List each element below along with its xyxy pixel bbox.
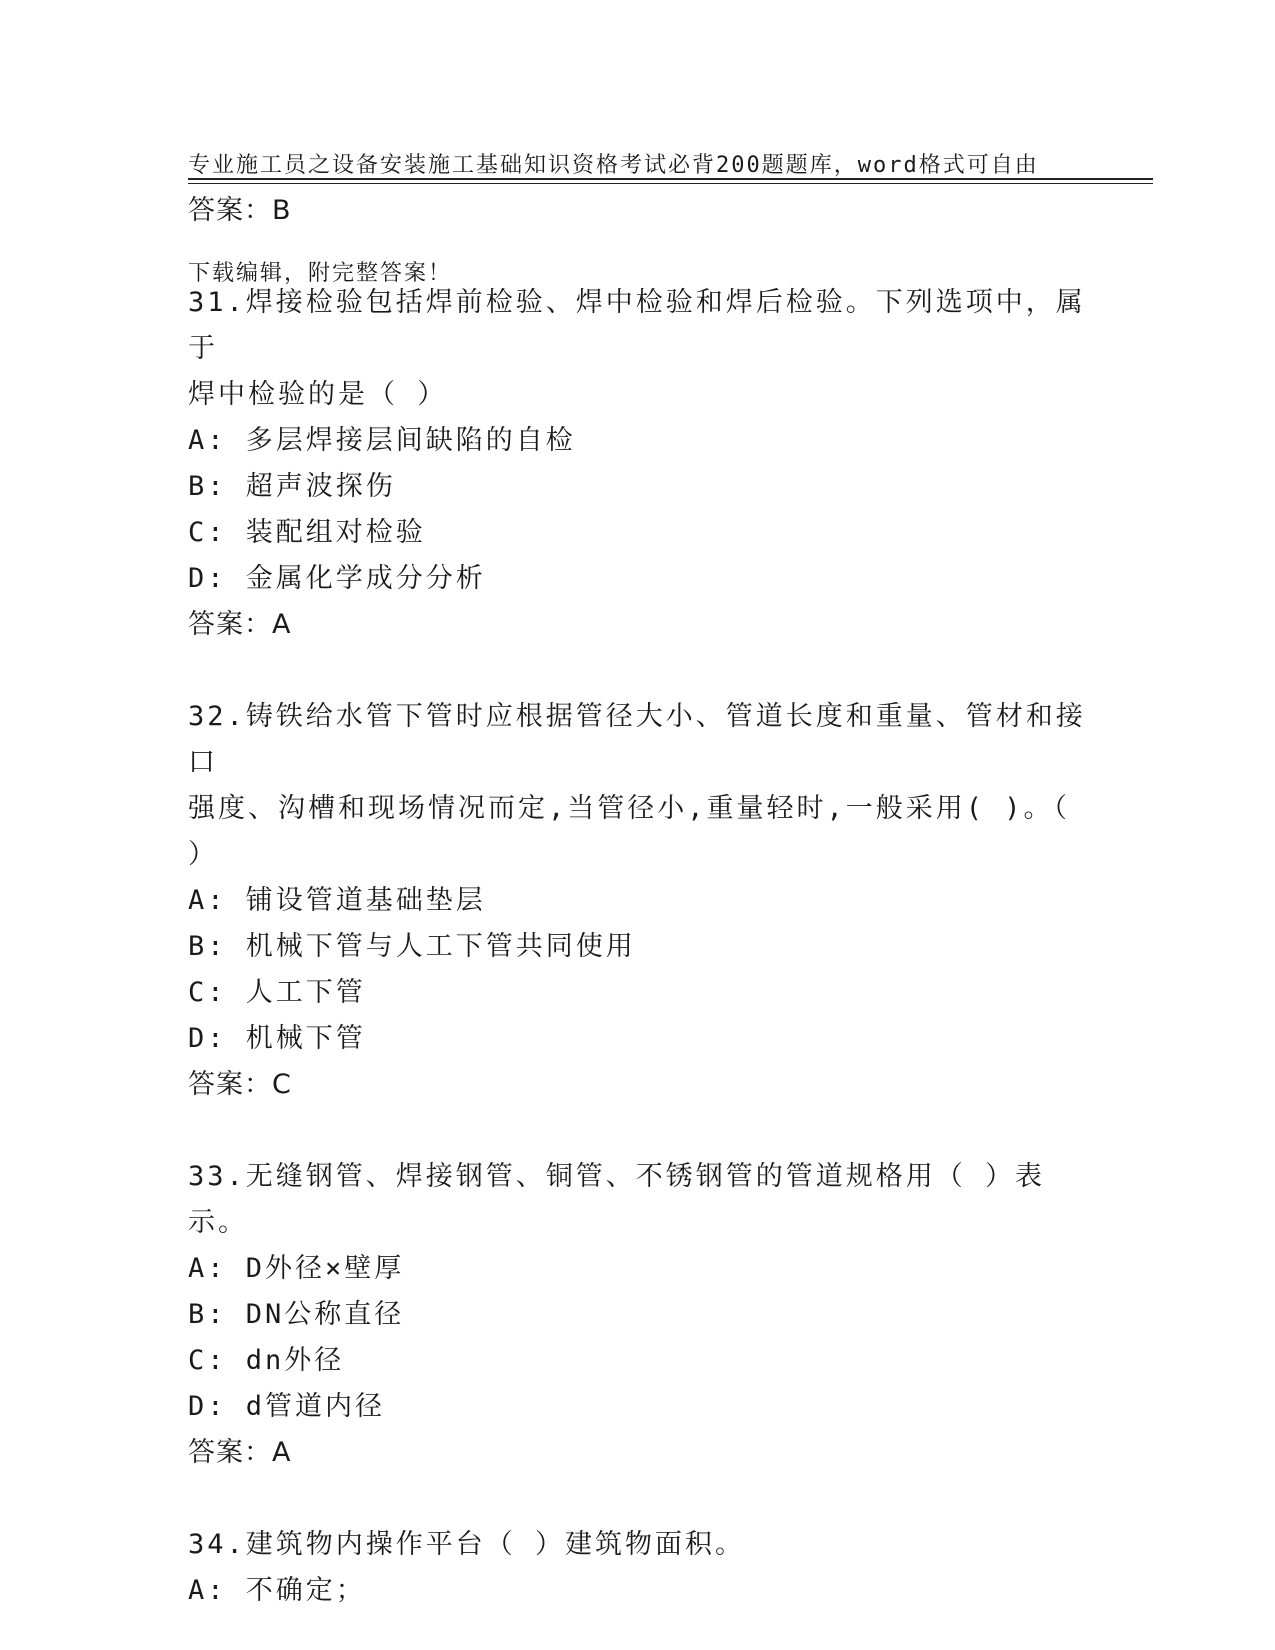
previous-answer: 答案：B xyxy=(188,195,292,226)
header-line-2: 下载编辑，附完整答案！ xyxy=(188,261,453,286)
spacer xyxy=(188,648,1088,694)
question-31-option-c: C: 装配组对检验 xyxy=(188,517,426,548)
question-32-option-b: B: 机械下管与人工下管共同使用 xyxy=(188,931,636,962)
question-32-text-line-1: 32.铸铁给水管下管时应根据管径大小、管道长度和重量、管材和接口 xyxy=(188,701,1086,778)
question-33-option-d: D: d管道内径 xyxy=(188,1391,386,1422)
spacer xyxy=(188,1108,1088,1154)
spacer xyxy=(188,234,1088,280)
question-34-option-a: A: 不确定； xyxy=(188,1575,366,1606)
question-32-text-line-2: 强度、沟槽和现场情况而定,当管径小,重量轻时,一般采用( )。（ xyxy=(188,793,1071,824)
question-33-option-b: B: DN公称直径 xyxy=(188,1299,405,1330)
question-34-text-line-1: 34.建筑物内操作平台（ ）建筑物面积。 xyxy=(188,1529,746,1560)
question-33-text-line-1: 33.无缝钢管、焊接钢管、铜管、不锈钢管的管道规格用（ ）表示。 xyxy=(188,1161,1046,1238)
header-line-1: 专业施工员之设备安装施工基础知识资格考试必背200题题库，word格式可自由 xyxy=(188,153,1039,178)
header-divider-thin xyxy=(188,183,1153,184)
spacer xyxy=(188,1476,1088,1522)
question-34 xyxy=(188,1522,1088,1614)
question-31-option-b: B: 超声波探伤 xyxy=(188,471,396,502)
question-31-option-a: A: 多层焊接层间缺陷的自检 xyxy=(188,425,576,456)
question-31-text-line-1: 31.焊接检验包括焊前检验、焊中检验和焊后检验。下列选项中，属于 xyxy=(188,287,1086,364)
question-33-option-a: A: D外径×壁厚 xyxy=(188,1253,405,1284)
header-divider-thick xyxy=(188,178,1153,180)
question-33 xyxy=(188,1154,1088,1476)
question-31-option-d: D: 金属化学成分分析 xyxy=(188,563,486,594)
question-33-option-c: C: dn外径 xyxy=(188,1345,345,1376)
question-31-answer: 答案：A xyxy=(188,609,292,640)
question-31 xyxy=(188,280,1088,648)
question-33-answer: 答案：A xyxy=(188,1437,292,1468)
document-body xyxy=(188,188,1088,1614)
question-32-option-a: A: 铺设管道基础垫层 xyxy=(188,885,486,916)
question-31-text-line-2: 焊中检验的是（ ） xyxy=(188,379,448,410)
question-32-option-c: C: 人工下管 xyxy=(188,977,366,1008)
question-32-answer: 答案：C xyxy=(188,1069,292,1100)
question-32-option-d: D: 机械下管 xyxy=(188,1023,366,1054)
question-32-text-line-3: ） xyxy=(188,839,218,870)
question-32 xyxy=(188,694,1088,1108)
